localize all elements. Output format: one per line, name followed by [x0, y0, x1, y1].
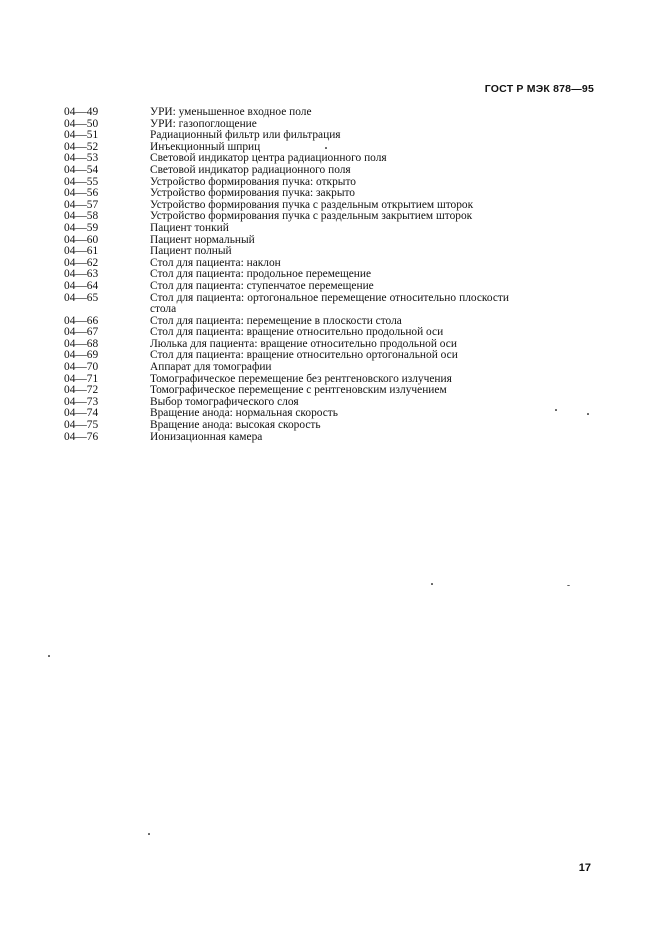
scan-speck	[148, 833, 150, 835]
symbol-entry	[64, 281, 509, 293]
symbol-description: Стол для пациента: ступенчатое перемещение	[150, 279, 374, 292]
symbol-code: 04—75	[64, 419, 99, 432]
page-number: 17	[578, 862, 591, 874]
symbol-code: 04—59	[64, 221, 99, 234]
symbol-description: Устройство формирования пучка с раздельным открытием шторок	[150, 198, 474, 211]
symbol-entry	[64, 223, 509, 235]
symbol-description: Радиационный фильтр или фильтрация	[150, 129, 341, 142]
scan-speck	[587, 413, 589, 415]
symbol-description: Стол для пациента: ортогональное перемещение относительно плоскости стола	[150, 291, 509, 316]
symbol-description: Люлька для пациента: вращение относительно продольной оси	[150, 337, 457, 350]
symbol-entry	[64, 107, 509, 119]
symbol-code: 04—51	[64, 129, 99, 142]
symbol-entry	[64, 420, 509, 432]
symbol-code: 04—67	[64, 326, 99, 339]
symbol-entry	[64, 246, 509, 258]
symbol-description: Световой индикатор центра радиационного поля	[150, 152, 387, 165]
symbol-code: 04—72	[64, 384, 99, 397]
symbol-entry	[64, 188, 509, 200]
symbol-code: 04—76	[64, 430, 99, 443]
scan-speck	[325, 147, 327, 149]
symbol-entry	[64, 350, 509, 362]
symbol-description: Стол для пациента: вращение относительно продольной оси	[150, 326, 444, 339]
symbol-description: Стол для пациента: продольное перемещение	[150, 268, 372, 281]
symbol-code: 04—55	[64, 175, 99, 188]
symbol-code: 04—73	[64, 395, 99, 408]
symbol-entry	[64, 130, 509, 142]
symbol-code: 04—74	[64, 407, 99, 420]
symbol-code: 04—64	[64, 279, 99, 292]
symbol-description: Пациент полный	[150, 245, 232, 258]
symbol-code: 04—63	[64, 268, 99, 281]
symbol-description: Пациент нормальный	[150, 233, 255, 246]
symbol-description: Устройство формирования пучка: открыто	[150, 175, 356, 188]
symbol-description: Устройство формирования пучка: закрыто	[150, 187, 355, 200]
symbol-description: Пациент тонкий	[150, 221, 229, 234]
symbol-description: Томографическое перемещение без рентгеновского излучения	[150, 372, 452, 385]
symbol-code: 04—68	[64, 337, 99, 350]
symbol-code: 04—54	[64, 163, 99, 176]
symbol-entry	[64, 432, 509, 444]
symbol-description: Устройство формирования пучка с раздельным закрытием шторок	[150, 210, 473, 223]
symbol-entry	[64, 235, 509, 247]
document-header: ГОСТ Р МЭК 878—95	[484, 83, 594, 95]
symbol-code: 04—49	[64, 106, 99, 118]
symbol-description: Аппарат для томографии	[150, 361, 272, 374]
symbol-code: 04—57	[64, 198, 99, 211]
symbol-code: 04—71	[64, 372, 99, 385]
scan-speck	[567, 585, 570, 586]
symbol-entry	[64, 165, 509, 177]
symbol-entry	[64, 293, 509, 316]
symbol-description: Вращение анода: высокая скорость	[150, 419, 321, 432]
symbol-description: Стол для пациента: вращение относительно ортогональной оси	[150, 349, 458, 362]
symbol-code: 04—53	[64, 152, 99, 165]
symbol-code: 04—56	[64, 187, 99, 200]
symbol-code: 04—58	[64, 210, 99, 223]
symbol-code: 04—62	[64, 256, 99, 269]
symbol-description: Стол для пациента: перемещение в плоскости стола	[150, 314, 402, 327]
symbol-entry	[64, 362, 509, 374]
symbol-description: Инъекционный шприц	[150, 140, 261, 153]
scan-speck	[555, 409, 557, 411]
symbol-code: 04—50	[64, 117, 99, 130]
scan-speck	[48, 655, 50, 657]
symbol-list	[64, 107, 509, 443]
scan-speck	[431, 583, 433, 585]
symbol-description: Стол для пациента: наклон	[150, 256, 281, 269]
symbol-description: Световой индикатор радиационного поля	[150, 163, 351, 176]
symbol-entry	[64, 211, 509, 223]
symbol-code: 04—69	[64, 349, 99, 362]
symbol-code: 04—70	[64, 361, 99, 374]
symbol-description: Вращение анода: нормальная скорость	[150, 407, 338, 420]
symbol-code: 04—65	[64, 291, 99, 304]
symbol-code: 04—52	[64, 140, 99, 153]
symbol-description: Ионизационная камера	[150, 430, 263, 443]
symbol-code: 04—61	[64, 245, 99, 258]
symbol-code: 04—60	[64, 233, 99, 246]
symbol-description: Томографическое перемещение с рентгеновским излучением	[150, 384, 447, 397]
symbol-code: 04—66	[64, 314, 99, 327]
symbol-description: Выбор томографического слоя	[150, 395, 299, 408]
symbol-description: УРИ: уменьшенное входное поле	[150, 106, 312, 118]
symbol-description: УРИ: газопоглощение	[150, 117, 257, 130]
